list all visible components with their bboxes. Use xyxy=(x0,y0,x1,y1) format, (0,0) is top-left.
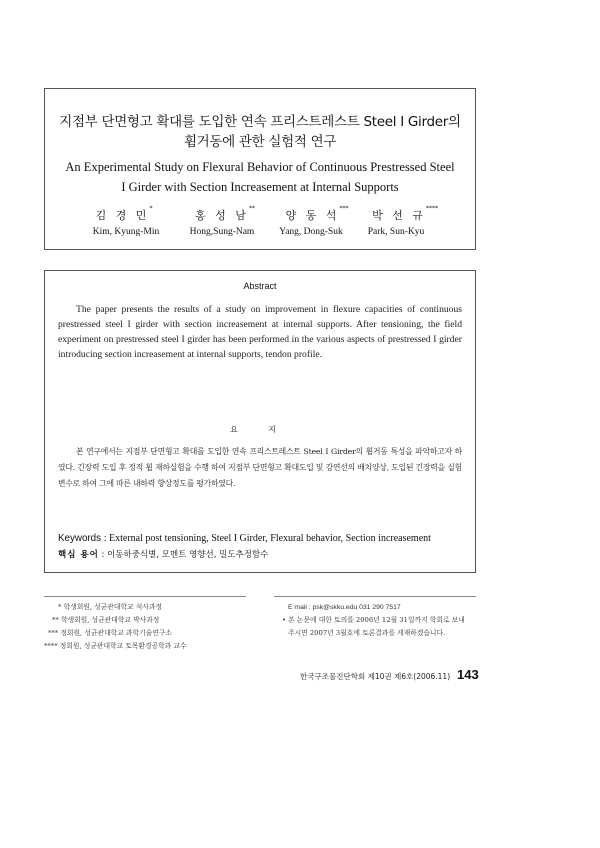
footnote-discussion-note-line1: • 본 논문에 대한 토의를 2006년 12월 31일까지 학회로 보내 xyxy=(282,616,465,624)
footnote-email: E mail : psk@skku.edu 031 290 7517 xyxy=(288,604,401,611)
author-3-name-en: Yang, Dong-Suk xyxy=(279,227,343,237)
keywords-ko-label: 핵심 용어 xyxy=(58,550,99,560)
title-korean-line2: 휨거동에 관한 실험적 연구 xyxy=(183,134,337,150)
page-number: 143 xyxy=(457,667,479,682)
keywords-value: : External post tensioning, Steel I Girder, Flexural behavior, Section increasement xyxy=(103,533,431,544)
title-english-line1: An Experimental Study on Flexural Behavior of Continuous Prestressed Steel xyxy=(65,160,455,174)
keywords-label: Keywords xyxy=(58,533,102,544)
author-2-name-en: Hong,Sung-Nam xyxy=(189,227,255,237)
summary-text: 본 연구에서는 지점부 단면형고 확대를 도입한 연속 프리스트레스트 Steel I Girder의 휨거동 특성을 파악하고자 하였다. 긴장력 도입 후 정적 휨 재하실험을 수행 하여 지점부 단면형고 확대도입 및 강연선의 배치양상, 도입된 긴장력을 실험변수로 하여 그에 따른 내하력 향상정도를 평가하였다. xyxy=(58,447,462,488)
abstract-heading: Abstract xyxy=(243,281,277,291)
author-4-name-ko: 박 선 규**** xyxy=(372,205,438,222)
author-1-name-ko: 김 경 민* xyxy=(95,205,153,222)
title-english-line2: I Girder with Section Increasement at Internal Supports xyxy=(121,180,399,194)
keywords-ko-value: : 이동하중식별, 모멘트 영향선, 밀도추정함수 xyxy=(101,550,269,560)
journal-citation: 한국구조물진단학회 제10권 제6호(2006.11) xyxy=(300,672,451,681)
footnote-rule-left xyxy=(44,596,246,597)
author-1-name-en: Kim, Kyung-Min xyxy=(92,227,160,237)
summary-heading: 요 지 xyxy=(230,425,290,434)
footnote-author-2: ** 학생회원, 성균관대학교 박사과정 xyxy=(52,616,160,624)
footnote-author-1: * 학생회원, 성균관대학교 석사과정 xyxy=(58,603,162,611)
author-2-name-ko: 홍 성 남** xyxy=(195,205,255,222)
footnote-author-4: **** 정회원, 성균관대학교 토목환경공학과 교수 xyxy=(44,642,187,650)
footnote-discussion-note-line2: 주시면 2007년 3월호에 토론결과를 게재하겠습니다. xyxy=(288,629,446,637)
title-korean-line1: 지점부 단면형고 확대를 도입한 연속 프리스트레스트 Steel I Girder의 xyxy=(59,114,461,130)
author-3-name-ko: 양 동 석*** xyxy=(285,205,349,222)
keywords-ko-line xyxy=(58,548,268,560)
footnote-author-3: *** 정회원, 성균관대학교 과학기술연구소 xyxy=(48,629,172,637)
author-4-name-en: Park, Sun-Kyu xyxy=(367,227,425,237)
footnote-rule-right xyxy=(274,596,476,597)
abstract-text: The paper presents the results of a study on improvement in flexure capacities of continuous prestressed steel I girder with section increasement at internal supports. After tensioning, the field experiment on prestressed steel I girder has been performed in the various aspects of prestressed I girder introducing section increasement at internal supports, tendon profile. xyxy=(58,304,462,360)
keywords-line xyxy=(58,533,431,544)
